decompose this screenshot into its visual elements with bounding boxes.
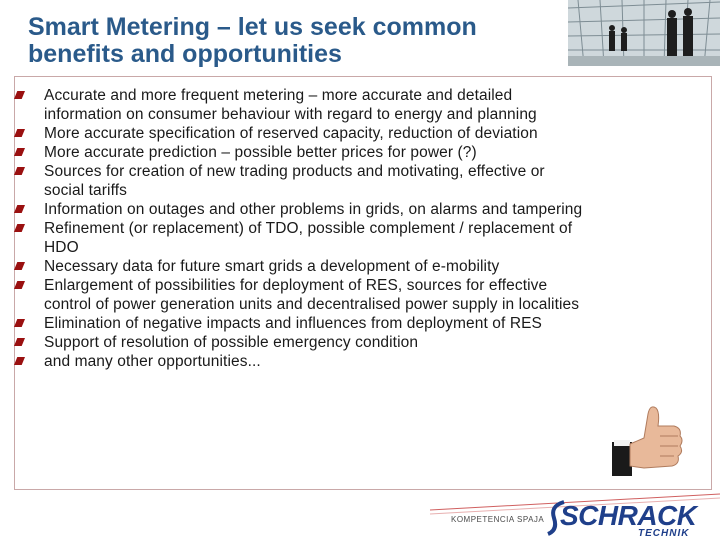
bullet-marker-icon: [14, 91, 25, 99]
footer-tagline: KOMPETENCIA SPAJA: [451, 515, 545, 524]
bullet-text-line: Necessary data for future smart grids a development of e-mobility: [44, 258, 500, 275]
bullet-text-line: and many other opportunities...: [44, 353, 261, 370]
bullet-item: [0, 257, 720, 276]
bullet-item: [0, 352, 720, 371]
bullet-list: [0, 86, 720, 371]
bullet-marker-icon: [14, 224, 25, 232]
bullet-item: [0, 219, 720, 257]
bullet-marker-icon: [14, 262, 25, 270]
title-line-2: benefits and opportunities: [28, 40, 342, 68]
bullet-text-line: information on consumer behaviour with regard to energy and planning: [44, 106, 537, 123]
bullet-marker-icon: [14, 281, 25, 289]
bullet-marker-icon: [14, 319, 25, 327]
bullet-item: [0, 276, 720, 314]
bullet-marker-icon: [14, 148, 25, 156]
bullet-text-line: More accurate specification of reserved capacity, reduction of deviation: [44, 125, 538, 142]
bullet-text-line: social tariffs: [44, 182, 127, 199]
schrack-logo: [546, 498, 716, 538]
bullet-item: [0, 86, 720, 124]
bullet-marker-icon: [14, 357, 25, 365]
thumbs-up-icon: [604, 398, 696, 478]
bullet-text-line: Information on outages and other problems in grids, on alarms and tampering: [44, 201, 583, 218]
bullet-marker-icon: [14, 167, 25, 175]
header-photo-business-people: [568, 0, 720, 66]
bullet-text-line: Refinement (or replacement) of TDO, possible complement / replacement of: [44, 220, 573, 237]
bullet-text-line: control of power generation units and decentralised power supply in localities: [44, 296, 580, 313]
slide-title: [28, 14, 568, 68]
bullet-text-line: Support of resolution of possible emergency condition: [44, 334, 419, 351]
bullet-text-line: HDO: [44, 239, 79, 256]
bullet-marker-icon: [14, 205, 25, 213]
bullet-text-line: Sources for creation of new trading products and motivating, effective or: [44, 163, 545, 180]
bullet-text-line: Enlargement of possibilities for deployment of RES, sources for effective: [44, 277, 548, 294]
bullet-text-line: Accurate and more frequent metering – more accurate and detailed: [44, 87, 513, 104]
bullet-item: [0, 162, 720, 200]
bullet-item: [0, 333, 720, 352]
bullet-marker-icon: [14, 338, 25, 346]
bullet-text-line: More accurate prediction – possible better prices for power (?): [44, 144, 477, 161]
bullet-item: [0, 200, 720, 219]
logo-text: SCHRACK: [560, 500, 697, 531]
bullet-item: [0, 143, 720, 162]
title-line-1: Smart Metering – let us seek common: [28, 13, 477, 41]
bullet-marker-icon: [14, 129, 25, 137]
bullet-item: [0, 314, 720, 333]
logo-subtext: TECHNIK: [638, 528, 690, 539]
bullet-item: [0, 124, 720, 143]
bullet-text-line: Elimination of negative impacts and influences from deployment of RES: [44, 315, 542, 332]
